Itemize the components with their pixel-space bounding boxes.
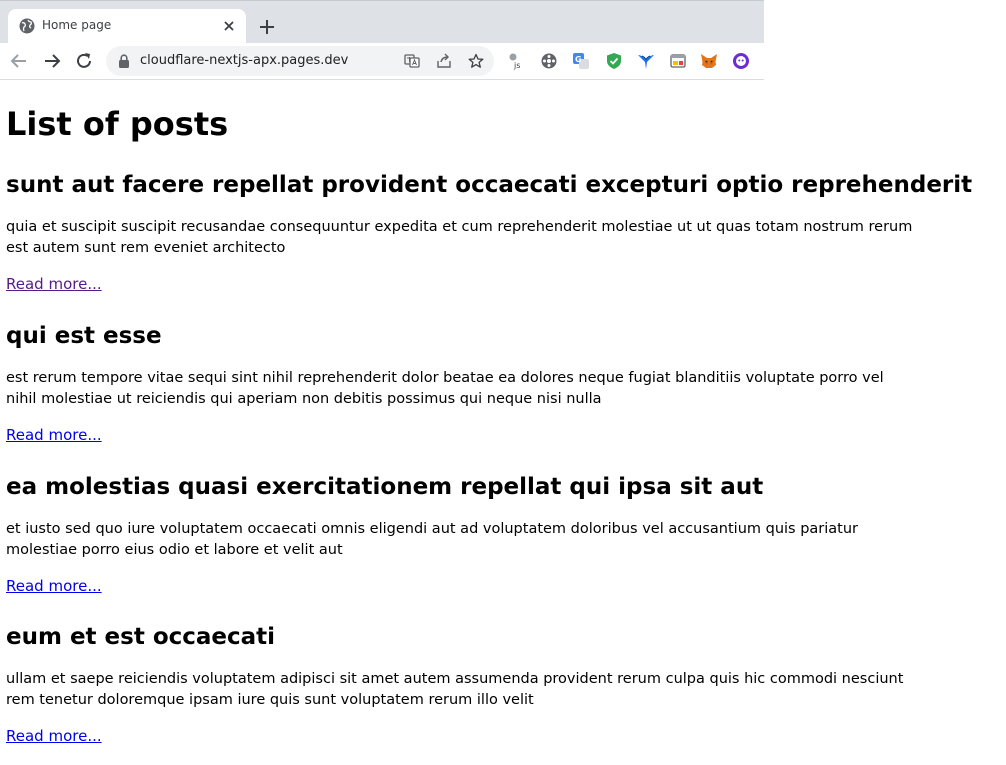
post-body [6, 217, 1006, 259]
post-body-line: est rerum tempore vitae sequi sint nihil reprehenderit dolor beatae ea dolores neque fugiat blanditiis voluptate porro vel [6, 370, 884, 386]
star-bookmark-icon[interactable] [468, 53, 484, 69]
post-body-line: molestiae porro eius odio et labore et velit aut [6, 542, 343, 558]
post-title: ea molestias quasi exercitationem repellat qui ipsa sit aut [6, 474, 764, 500]
forward-arrow-icon[interactable] [42, 51, 62, 71]
post-item [6, 622, 1006, 746]
page-title: List of posts [6, 105, 229, 143]
lock-icon[interactable] [118, 54, 130, 68]
page-content [6, 80, 973, 765]
circle-face-extension-icon[interactable] [732, 52, 750, 70]
window-extension-icon[interactable] [669, 52, 687, 70]
post-item [6, 321, 1006, 445]
bird-extension-icon[interactable] [637, 52, 655, 70]
post-title: sunt aut facere repellat provident occaecati excepturi optio reprehenderit [6, 172, 973, 198]
address-bar[interactable] [106, 46, 494, 76]
translate-icon[interactable] [404, 53, 420, 69]
read-more-link[interactable]: Read more... [6, 275, 102, 293]
post-item [6, 170, 1006, 294]
read-more-link[interactable]: Read more... [6, 577, 102, 595]
post-title: eum et est occaecati [6, 624, 276, 650]
url-text[interactable]: cloudflare-nextjs-apx.pages.dev [140, 53, 349, 68]
post-body [6, 519, 1006, 561]
post-body [6, 368, 1006, 410]
globe-icon [19, 18, 35, 34]
post-body-line: est autem sunt rem eveniet architecto [6, 240, 286, 256]
close-icon[interactable] [221, 18, 237, 34]
tab-strip [0, 0, 764, 43]
js-extension-icon[interactable] [508, 52, 526, 70]
tab-title: Home page [42, 18, 112, 32]
new-tab-icon[interactable] [258, 18, 276, 36]
svg-text:G: G [575, 55, 582, 64]
tab-home-page[interactable] [8, 9, 246, 44]
read-more-link[interactable]: Read more... [6, 727, 102, 745]
translate-extension-icon[interactable] [572, 52, 590, 70]
share-icon[interactable] [436, 53, 452, 69]
svg-text:js: js [514, 61, 521, 70]
post-body-line: quia et suscipit suscipit recusandae consequuntur expedita et cum reprehenderit molestiae ut ut quas totam nostrum rerum [6, 219, 913, 235]
post-body [6, 669, 1006, 711]
back-arrow-icon[interactable] [9, 51, 29, 71]
post-item [6, 472, 1006, 596]
film-reel-extension-icon[interactable] [540, 52, 558, 70]
fox-wallet-extension-icon[interactable] [700, 52, 718, 70]
shield-check-extension-icon[interactable] [605, 52, 623, 70]
post-body-line: nihil molestiae ut reiciendis qui aperiam non debitis possimus qui neque nisi nulla [6, 391, 602, 407]
post-body-line: et iusto sed quo iure voluptatem occaecati omnis eligendi aut ad voluptatem doloribus vel accusantium quis pariatur [6, 521, 859, 537]
post-body-line: rem tenetur doloremque ipsam iure quis sunt voluptatem rerum illo velit [6, 692, 534, 708]
post-title: qui est esse [6, 323, 162, 349]
post-body-line: ullam et saepe reiciendis voluptatem adipisci sit amet autem assumenda provident rerum culpa quis hic commodi nesciunt [6, 671, 904, 687]
reload-icon[interactable] [74, 51, 94, 71]
read-more-link[interactable]: Read more... [6, 426, 102, 444]
browser-toolbar [0, 43, 764, 80]
